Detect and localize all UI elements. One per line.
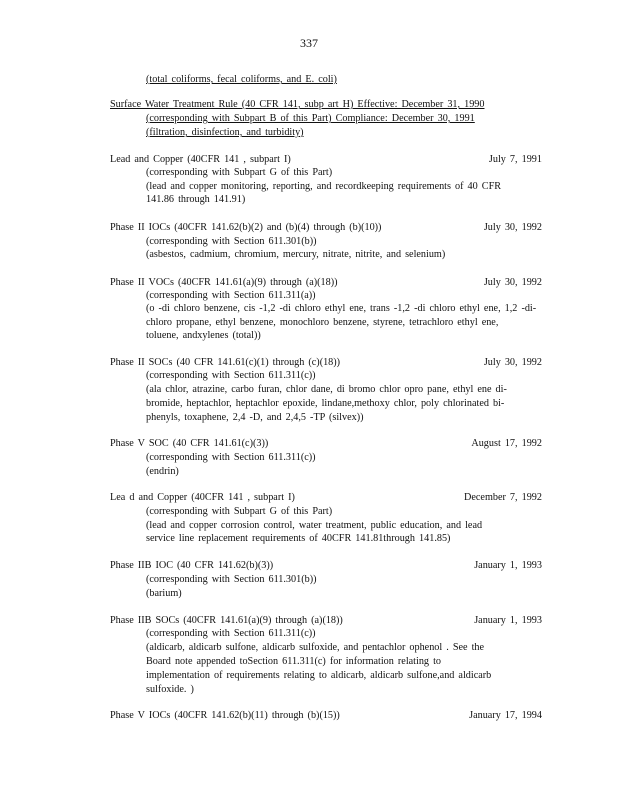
entry-title-lead-copper-2: Lea d and Copper (40CFR 141 , subpart I): [110, 492, 295, 503]
entry-date: July 30, 1992: [483, 277, 542, 288]
entry-line: implementation of requirements relating to aldicarb, aldicarb sulfone,and aldicarb: [146, 670, 492, 681]
entry-date: July 30, 1992: [483, 222, 542, 233]
entry-continuation-line: (total coliforms, fecal coliforms, and E. coli): [146, 74, 337, 85]
entry-line: (o -di chloro benzene, cis -1,2 -di chloro ethyl ene, trans -1,2 -di chloro ethyl ene, 1,2 -di-: [146, 303, 537, 314]
entry-date: July 7, 1991: [488, 154, 542, 165]
entry-date: July 30, 1992: [483, 357, 542, 368]
entry-line: bromide, heptachlor, heptachlor epoxide, lindane,methoxy chlor, poly chlorinated bi-: [146, 398, 505, 409]
entry-title-phase-ii-iocs: Phase II IOCs (40CFR 141.62(b)(2) and (b)(4) through (b)(10)): [110, 222, 382, 233]
entry-date: December 7, 1992: [464, 492, 542, 503]
entry-line: (asbestos, cadmium, chromium, mercury, nitrate, nitrite, and selenium): [146, 249, 446, 260]
entry-date: January 17, 1994: [469, 710, 542, 721]
entry-title-phase-iib-socs: Phase IIB SOCs (40CFR 141.61(a)(9) through (a)(18)): [110, 615, 343, 626]
entry-line: 141.86 through 141.91): [146, 194, 246, 205]
entry-line: (aldicarb, aldicarb sulfone, aldicarb sulfoxide, and pentachlor ophenol . See the: [146, 642, 485, 653]
entry-line: (corresponding with Section 611.311(c)): [146, 370, 316, 381]
entry-line: Board note appended toSection 611.311(c) for information relating to: [146, 656, 442, 667]
entry-title-phase-v-iocs: Phase V IOCs (40CFR 141.62(b)(11) through (b)(15)): [110, 710, 340, 721]
entry-line: (lead and copper corrosion control, water treatment, public education, and lead: [146, 520, 483, 531]
entry-line: (lead and copper monitoring, reporting, and recordkeeping requirements of 40 CFR: [146, 181, 502, 192]
entry-line: (corresponding with Section 611.301(b)): [146, 574, 317, 585]
entry-date: August 17, 1992: [471, 438, 542, 449]
entry-line: (corresponding with Section 611.301(b)): [146, 236, 317, 247]
entry-line: (filtration, disinfection, and turbidity): [146, 127, 304, 138]
entry-line: (corresponding with Subpart B of this Part) Compliance: December 30, 1991: [146, 113, 475, 124]
entry-title-phase-v-soc: Phase V SOC (40 CFR 141.61(c)(3)): [110, 438, 269, 449]
entry-line: (barium): [146, 588, 182, 599]
entry-line: sulfoxide. ): [146, 684, 194, 695]
entry-line: (corresponding with Subpart G of this Part): [146, 506, 333, 517]
entry-line: (corresponding with Section 611.311(c)): [146, 452, 316, 463]
entry-title-surface-water: Surface Water Treatment Rule (40 CFR 141, subp art H) Effective: December 31, 1990: [110, 99, 485, 110]
entry-line: phenyls, toxaphene, 2,4 -D, and 2,4,5 -TP (silvex)): [146, 412, 364, 423]
entry-title-phase-ii-socs: Phase II SOCs (40 CFR 141.61(c)(1) through (c)(18)): [110, 357, 341, 368]
entry-title-phase-ii-vocs: Phase II VOCs (40CFR 141.61(a)(9) through (a)(18)): [110, 277, 338, 288]
entry-line: (corresponding with Subpart G of this Part): [146, 167, 333, 178]
entry-date: January 1, 1993: [474, 560, 542, 571]
page-number: 337: [300, 36, 318, 50]
entry-line: chloro propane, ethyl benzene, monochloro benzene, styrene, tetrachloro ethyl ene,: [146, 317, 499, 328]
entry-line: toluene, andxylenes (total)): [146, 330, 261, 341]
entry-line: (corresponding with Section 611.311(a)): [146, 290, 316, 301]
entry-line: service line replacement requirements of 40CFR 141.81through 141.85): [146, 533, 451, 544]
entry-line: (endrin): [146, 466, 179, 477]
entry-title-lead-copper: Lead and Copper (40CFR 141 , subpart I): [110, 154, 291, 165]
entry-title-phase-iib-ioc: Phase IIB IOC (40 CFR 141.62(b)(3)): [110, 560, 274, 571]
entry-date: January 1, 1993: [474, 615, 542, 626]
entry-line: (corresponding with Section 611.311(c)): [146, 628, 316, 639]
entry-line: (ala chlor, atrazine, carbo furan, chlor dane, di bromo chlor opro pane, ethyl ene di-: [146, 384, 507, 395]
